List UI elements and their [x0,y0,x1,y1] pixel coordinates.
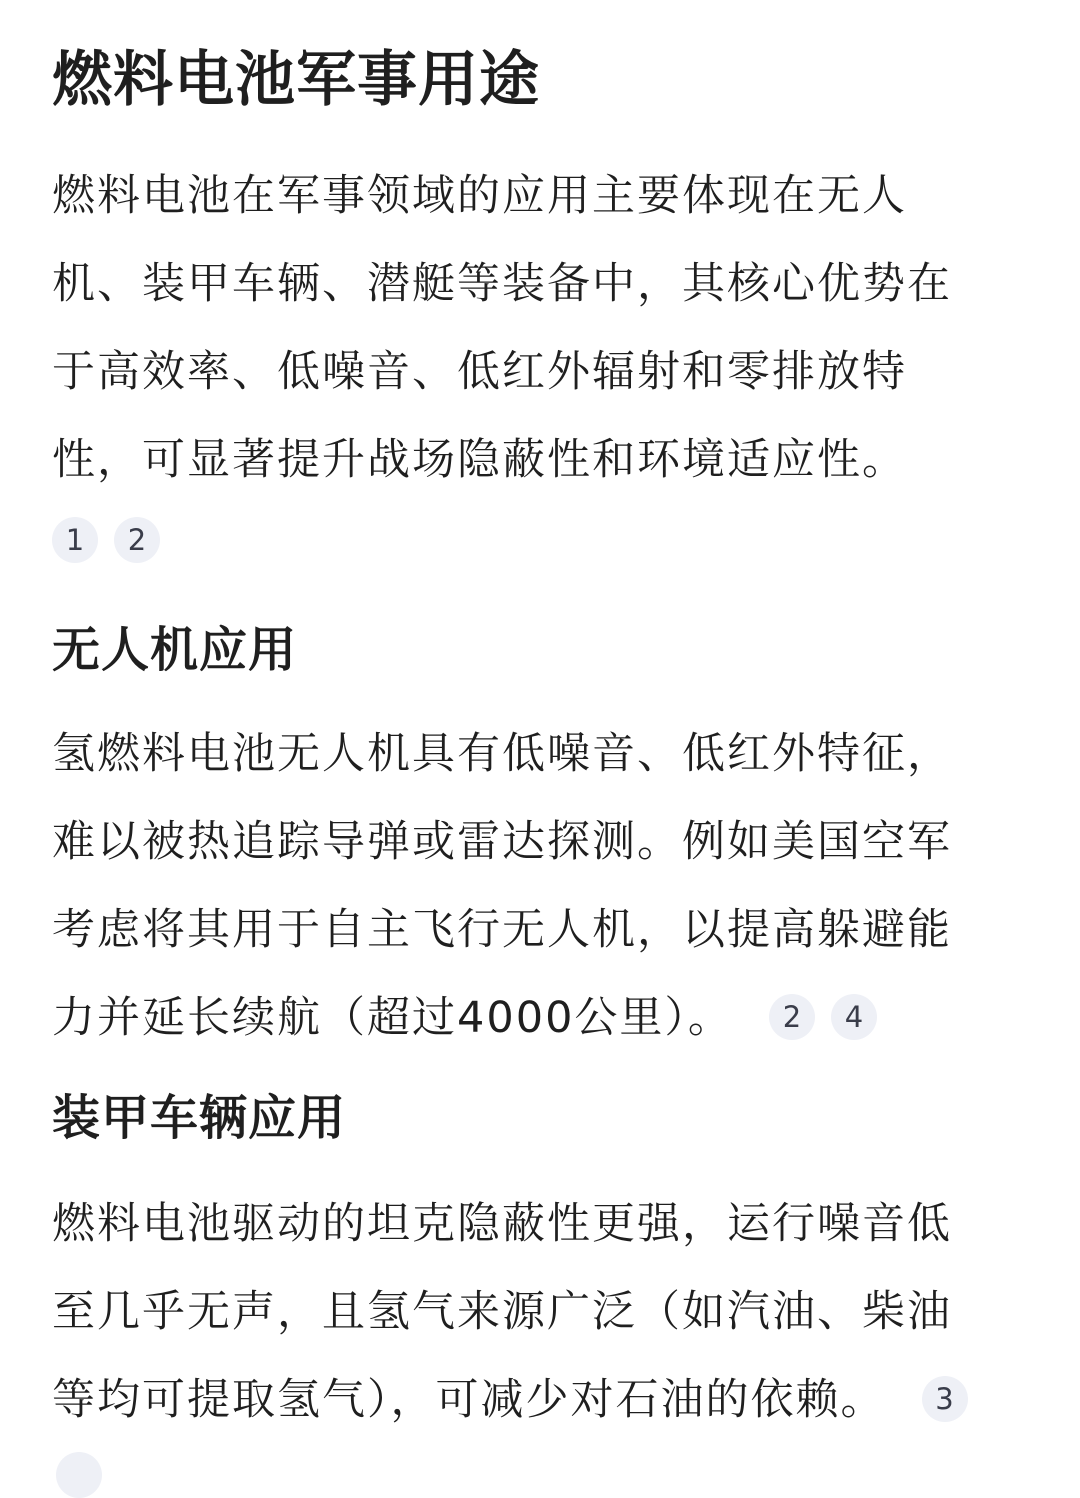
paragraph-line-text: 力并延长续航（超过4000公里）。 [52,993,733,1043]
paragraph-line [52,1356,1028,1444]
paragraph-line: 燃料电池驱动的坦克隐蔽性更强，运行噪音低 [52,1199,952,1249]
armored-vehicles-paragraph [52,1180,1028,1444]
citation-badge[interactable] [56,1452,102,1498]
intro-paragraph [52,152,1028,504]
paragraph-line: 燃料电池在军事领域的应用主要体现在无人 [52,171,907,221]
paragraph-line: 至几乎无声，且氢气来源广泛（如汽油、柴油 [52,1287,952,1337]
paragraph-line-text: 等均可提取氢气），可减少对石油的依赖。 [52,1375,886,1425]
paragraph-line: 机、装甲车辆、潜艇等装备中，其核心优势在 [52,259,952,309]
section-heading-drone: 无人机应用 [52,622,298,678]
drone-paragraph [52,710,1028,1062]
paragraph-line: 考虑将其用于自主飞行无人机，以提高躲避能 [52,905,952,955]
paragraph-line: 氢燃料电池无人机具有低噪音、低红外特征， [52,729,952,779]
paragraph-line: 难以被热追踪导弹或雷达探测。例如美国空军 [52,817,952,867]
paragraph-line [52,974,1028,1062]
citation-badge[interactable]: 2 [769,994,815,1040]
section-heading-armored-vehicles: 装甲车辆应用 [52,1090,347,1146]
citation-badge[interactable]: 4 [831,994,877,1040]
citation-badge[interactable]: 3 [922,1376,968,1422]
paragraph-line: 性，可显著提升战场隐蔽性和环境适应性。 [52,435,907,485]
intro-citations [52,517,160,563]
page-title: 燃料电池军事用途 [52,45,540,115]
citation-badge[interactable]: 1 [52,517,98,563]
citation-badge[interactable]: 2 [114,517,160,563]
paragraph-line: 于高效率、低噪音、低红外辐射和零排放特 [52,347,907,397]
